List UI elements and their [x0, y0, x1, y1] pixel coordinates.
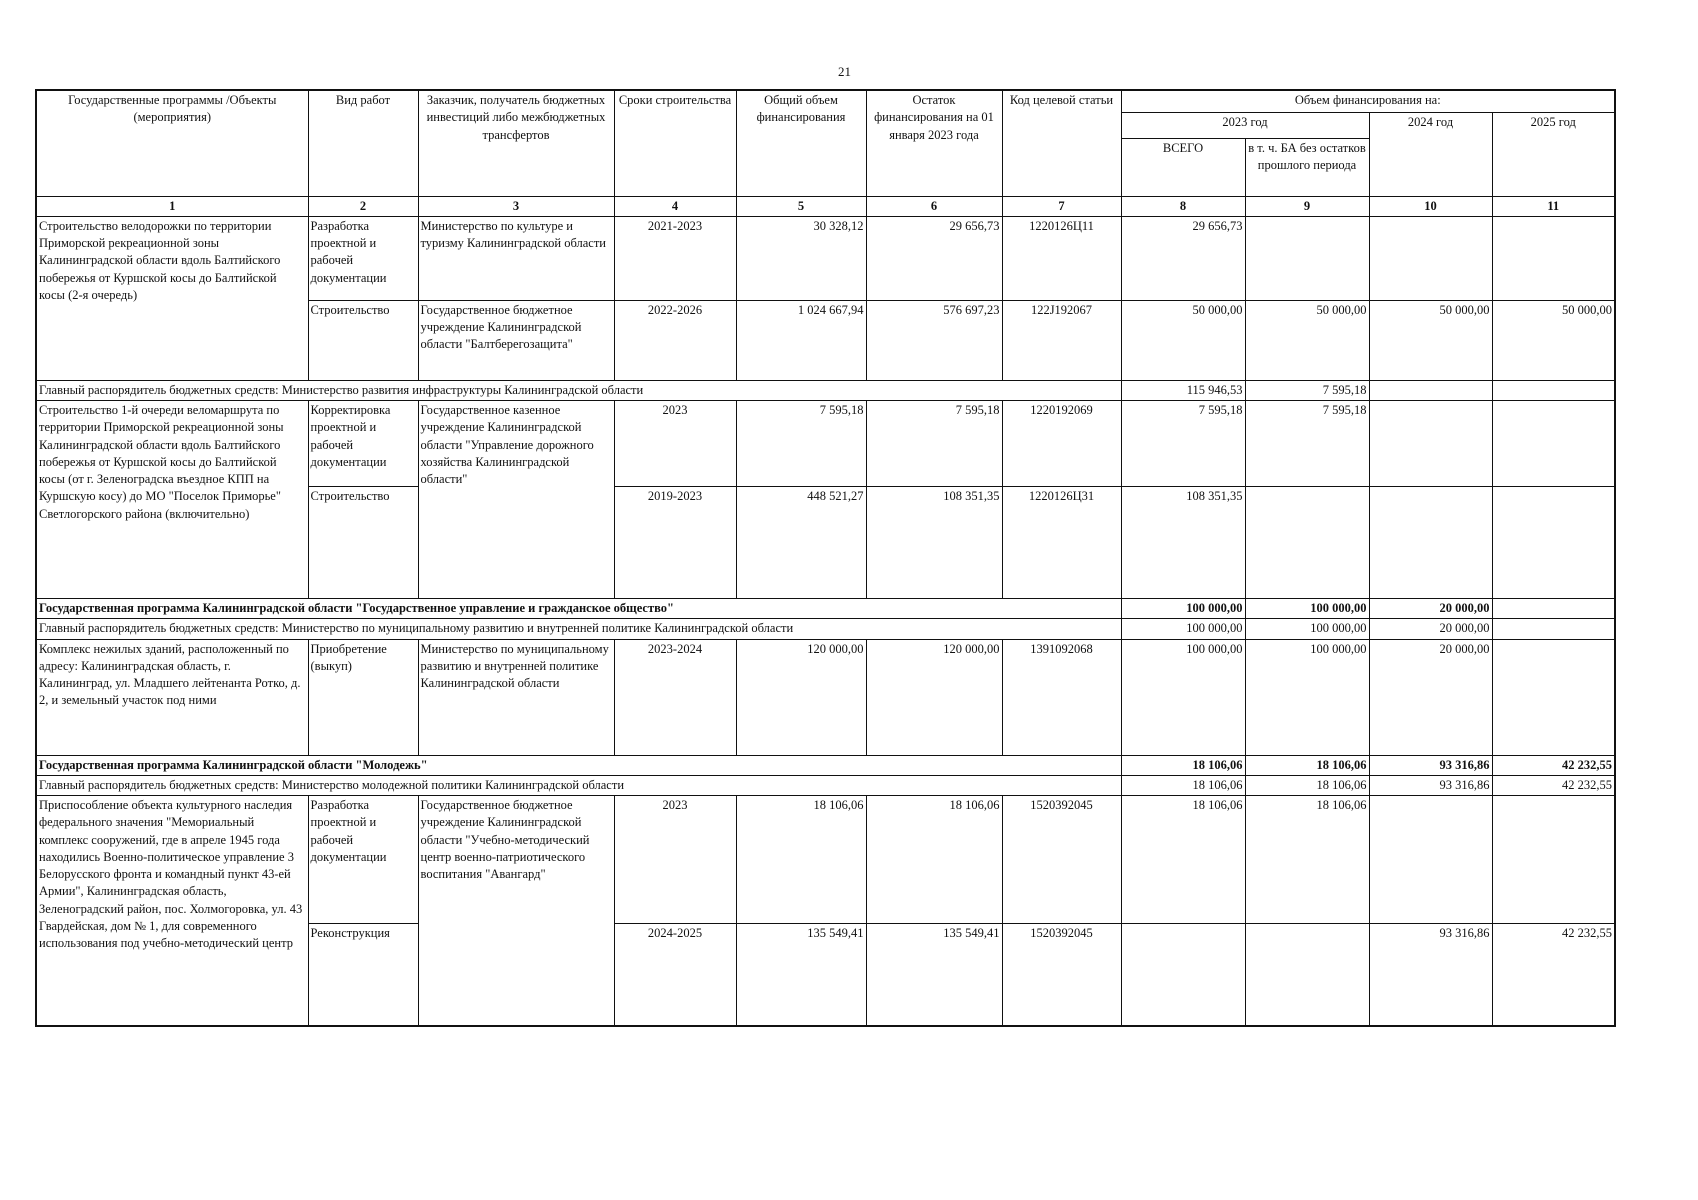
target-code: 1220192069 — [1002, 401, 1121, 487]
customer: Министерство по культуре и туризму Калининградской области — [418, 216, 614, 300]
customer: Министерство по муниципальному развитию и внутренней политике Калининградской области — [418, 639, 614, 755]
object-name: Строительство велодорожки по территории Приморской рекреационной зоны Калининградской области вдоль Балтийского побережья от Куршской косы до Балтийской косы (2-я очередь) — [36, 216, 308, 380]
amount-2025: 50 000,00 — [1492, 300, 1615, 380]
header-total: ВСЕГО — [1121, 138, 1245, 196]
col-number: 11 — [1492, 196, 1615, 216]
budget-manager-label: Главный распорядитель бюджетных средств: Министерство молодежной политики Калининградской области — [36, 775, 1121, 795]
program-label: Государственная программа Калининградской области "Государственное управление и гражданское общество" — [36, 599, 1121, 619]
amount-2025 — [1492, 619, 1615, 639]
amount-2024: 20 000,00 — [1369, 599, 1492, 619]
amount-2023-total — [1121, 924, 1245, 1026]
target-code: 122J192067 — [1002, 300, 1121, 380]
program-label: Государственная программа Калининградской области "Молодежь" — [36, 755, 1121, 775]
amount-2025 — [1492, 380, 1615, 400]
amount-2023-ba — [1245, 216, 1369, 300]
work-type: Реконструкция — [308, 924, 418, 1026]
amount-2023-total: 100 000,00 — [1121, 599, 1245, 619]
amount-2024 — [1369, 216, 1492, 300]
amount-2024: 93 316,86 — [1369, 755, 1492, 775]
header-2023: 2023 год — [1121, 112, 1369, 138]
amount-2025: 42 232,55 — [1492, 924, 1615, 1026]
amount-2024: 50 000,00 — [1369, 300, 1492, 380]
amount-2024: 93 316,86 — [1369, 924, 1492, 1026]
customer: Государственное бюджетное учреждение Калининградской области "Учебно-методический центр военно-патриотического воспитания "Авангард" — [418, 796, 614, 1026]
amount-2023-total: 18 106,06 — [1121, 755, 1245, 775]
amount-2024: 20 000,00 — [1369, 639, 1492, 755]
table-row — [36, 796, 1615, 924]
amount-2023-total: 29 656,73 — [1121, 216, 1245, 300]
amount-2024 — [1369, 401, 1492, 487]
amount-2023-ba: 18 106,06 — [1245, 796, 1369, 924]
amount-2025 — [1492, 216, 1615, 300]
col-number: 8 — [1121, 196, 1245, 216]
header-incl-ba: в т. ч. БА без остатков прошлого периода — [1245, 138, 1369, 196]
amount-2025: 42 232,55 — [1492, 755, 1615, 775]
terms: 2023-2024 — [614, 639, 736, 755]
budget-manager-row — [36, 380, 1615, 400]
col-number: 9 — [1245, 196, 1369, 216]
target-code: 1391092068 — [1002, 639, 1121, 755]
amount-2023-total: 18 106,06 — [1121, 775, 1245, 795]
remainder: 108 351,35 — [866, 487, 1002, 599]
amount-2023-ba: 100 000,00 — [1245, 599, 1369, 619]
total-financing: 448 521,27 — [736, 487, 866, 599]
remainder: 120 000,00 — [866, 639, 1002, 755]
col-number: 4 — [614, 196, 736, 216]
budget-manager-label: Главный распорядитель бюджетных средств: Министерство развития инфраструктуры Калининградской области — [36, 380, 1121, 400]
work-type: Корректировка проектной и рабочей документации — [308, 401, 418, 487]
customer: Государственное казенное учреждение Калининградской области "Управление дорожного хозяйства Калининградской области" — [418, 401, 614, 599]
remainder: 29 656,73 — [866, 216, 1002, 300]
header-remainder: Остаток финансирования на 01 января 2023 года — [866, 90, 1002, 196]
amount-2023-ba: 18 106,06 — [1245, 775, 1369, 795]
amount-2023-total: 115 946,53 — [1121, 380, 1245, 400]
amount-2023-total: 7 595,18 — [1121, 401, 1245, 487]
amount-2023-ba: 50 000,00 — [1245, 300, 1369, 380]
amount-2023-total: 100 000,00 — [1121, 619, 1245, 639]
amount-2023-total: 50 000,00 — [1121, 300, 1245, 380]
page-number: 21 — [838, 64, 851, 79]
amount-2025 — [1492, 401, 1615, 487]
object-name: Комплекс нежилых зданий, расположенный по адресу: Калининградская область, г. Калининград, ул. Младшего лейтенанта Ротко, д. 2, и земельный участок под ними — [36, 639, 308, 755]
table-row — [36, 401, 1615, 487]
object-name: Приспособление объекта культурного наследия федерального значения "Мемориальный комплекс сооружений, где в апреле 1945 года находились Военно-политическое управление 3 Белорусского фронта и командный пункт 43-ей Армии", Калининградская область, Зеленоградский район, пос. Холмогоровка, ул. 43 Гвардейская, дом № 1, для современного использования под учебно-методический центр — [36, 796, 308, 1026]
col-number: 6 — [866, 196, 1002, 216]
work-type: Разработка проектной и рабочей документации — [308, 796, 418, 924]
col-number: 1 — [36, 196, 308, 216]
budget-manager-row — [36, 775, 1615, 795]
remainder: 576 697,23 — [866, 300, 1002, 380]
amount-2025 — [1492, 796, 1615, 924]
amount-2023-total: 100 000,00 — [1121, 639, 1245, 755]
header-terms: Сроки строительства — [614, 90, 736, 196]
terms: 2023 — [614, 796, 736, 924]
amount-2023-ba: 100 000,00 — [1245, 639, 1369, 755]
terms: 2023 — [614, 401, 736, 487]
amount-2023-ba: 7 595,18 — [1245, 401, 1369, 487]
terms: 2021-2023 — [614, 216, 736, 300]
header-programs: Государственные программы /Объекты (мероприятия) — [36, 90, 308, 196]
amount-2025: 42 232,55 — [1492, 775, 1615, 795]
amount-2023-total: 108 351,35 — [1121, 487, 1245, 599]
amount-2025 — [1492, 487, 1615, 599]
work-type: Разработка проектной и рабочей документации — [308, 216, 418, 300]
remainder: 7 595,18 — [866, 401, 1002, 487]
amount-2024 — [1369, 796, 1492, 924]
amount-2023-ba: 100 000,00 — [1245, 619, 1369, 639]
total-financing: 30 328,12 — [736, 216, 866, 300]
amount-2025 — [1492, 639, 1615, 755]
target-code: 1520392045 — [1002, 796, 1121, 924]
work-type: Строительство — [308, 487, 418, 599]
table-row — [36, 639, 1615, 755]
amount-2023-ba — [1245, 924, 1369, 1026]
total-financing: 135 549,41 — [736, 924, 866, 1026]
header-target-code: Код целевой статьи — [1002, 90, 1121, 196]
target-code: 1520392045 — [1002, 924, 1121, 1026]
program-row — [36, 599, 1615, 619]
header-financing-volume: Объем финансирования на: — [1121, 90, 1615, 112]
total-financing: 7 595,18 — [736, 401, 866, 487]
object-name: Строительство 1-й очереди веломаршрута по территории Приморской рекреационной зоны Калининградской области вдоль Балтийского побережья от Куршской косы до Балтийской косы (от г. Зеленоградска въездное КПП на Куршскую косу) до МО "Поселок Приморье" Светлогорского района (включительно) — [36, 401, 308, 599]
work-type: Строительство — [308, 300, 418, 380]
amount-2023-ba: 7 595,18 — [1245, 380, 1369, 400]
terms: 2024-2025 — [614, 924, 736, 1026]
header-work-type: Вид работ — [308, 90, 418, 196]
amount-2024: 20 000,00 — [1369, 619, 1492, 639]
table-row — [36, 216, 1615, 300]
amount-2024: 93 316,86 — [1369, 775, 1492, 795]
target-code: 1220126Ц31 — [1002, 487, 1121, 599]
header-2024: 2024 год — [1369, 112, 1492, 196]
work-type: Приобретение (выкуп) — [308, 639, 418, 755]
col-number: 5 — [736, 196, 866, 216]
header-total-financing: Общий объем финансирования — [736, 90, 866, 196]
col-number: 2 — [308, 196, 418, 216]
col-number: 3 — [418, 196, 614, 216]
total-financing: 18 106,06 — [736, 796, 866, 924]
remainder: 135 549,41 — [866, 924, 1002, 1026]
remainder: 18 106,06 — [866, 796, 1002, 924]
terms: 2019-2023 — [614, 487, 736, 599]
col-number: 7 — [1002, 196, 1121, 216]
budget-manager-label: Главный распорядитель бюджетных средств: Министерство по муниципальному развитию и внутренней политике Калининградской области — [36, 619, 1121, 639]
terms: 2022-2026 — [614, 300, 736, 380]
total-financing: 1 024 667,94 — [736, 300, 866, 380]
financing-table — [35, 89, 1616, 1027]
col-number: 10 — [1369, 196, 1492, 216]
program-row — [36, 755, 1615, 775]
total-financing: 120 000,00 — [736, 639, 866, 755]
header-2025: 2025 год — [1492, 112, 1615, 196]
target-code: 1220126Ц11 — [1002, 216, 1121, 300]
budget-manager-row — [36, 619, 1615, 639]
amount-2023-total: 18 106,06 — [1121, 796, 1245, 924]
customer: Государственное бюджетное учреждение Калининградской области "Балтберегозащита" — [418, 300, 614, 380]
amount-2023-ba: 18 106,06 — [1245, 755, 1369, 775]
header-customer: Заказчик, получатель бюджетных инвестиций либо межбюджетных трансфертов — [418, 90, 614, 196]
amount-2023-ba — [1245, 487, 1369, 599]
amount-2025 — [1492, 599, 1615, 619]
amount-2024 — [1369, 380, 1492, 400]
amount-2024 — [1369, 487, 1492, 599]
